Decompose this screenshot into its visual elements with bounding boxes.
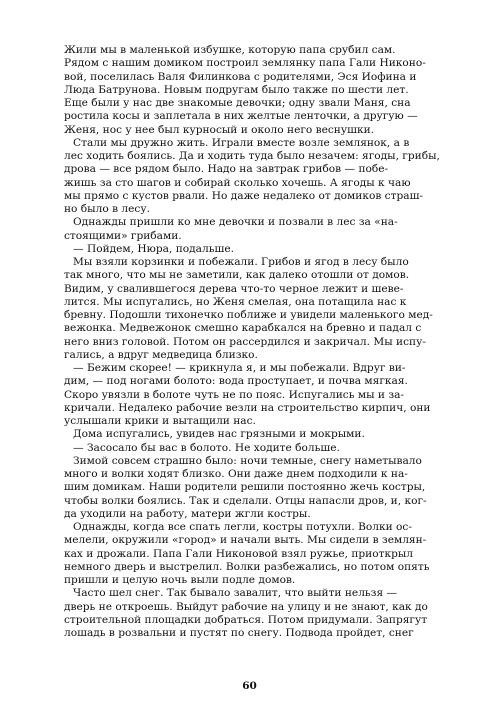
text-line: гались, а вдруг медведица близко. <box>64 348 258 361</box>
text-line: ках и дрожали. Папа Гали Никоновой взял ружье, приоткрыл <box>64 547 414 560</box>
text-line: Скоро увязли в болоте чуть не по пояс. Испугались мы и за- <box>64 388 404 401</box>
text-line: дим, — под ногами болото: вода проступает, и почва мягкая. <box>64 375 408 388</box>
text-line: да уходили на работу, матери жгли костры. <box>64 507 311 520</box>
text-line: стоящими» грибами. <box>64 229 182 242</box>
text-line: жишь за сто шагов и собирай сколько хочешь. А ягоды к чаю <box>64 176 411 189</box>
text-line: вой, поселилась Валя Филинкова с родителями, Эся Иофина и <box>64 70 417 83</box>
text-line: чтобы волки боялись. Так и сделали. Отцы напасли дров, и, ког- <box>64 494 427 507</box>
text-line: Однажды пришли ко мне девочки и позвали в лес за «на- <box>73 216 398 229</box>
text-line: Еще были у нас две знакомые девочки; одну звали Маня, сна <box>64 97 411 109</box>
text-line: — Бежим скорее! — крикнула я, и мы побежали. Вдруг ви- <box>73 362 406 374</box>
text-line: кричали. Недалеко рабочие везли на строительство кирпич, они <box>64 401 431 414</box>
text-line: Видим, у свалившегося дерева что-то черное лежит и шеве- <box>64 282 404 295</box>
text-line: Дома испугались, увидев нас грязными и мокрыми. <box>73 428 365 441</box>
text-line: Женя, нос у нее был курносый и около него веснушки. <box>64 123 374 136</box>
text-line: дрова — все рядом было. Надо на завтрак грибов — побе- <box>64 163 389 176</box>
text-line: пришли и целую ночь выли подле домов. <box>64 574 296 586</box>
text-line: много и волки ходят близко. Они даже днем подходили к на- <box>64 468 408 480</box>
body-text <box>64 44 456 640</box>
page-number: 60 <box>242 680 257 692</box>
text-line: дверь не откроешь. Выйдут рабочие на улицу и не знают, как до <box>64 600 428 613</box>
text-line: строительной площадки добраться. Потом придумали. Запрягут <box>64 613 428 626</box>
text-line: Зимой совсем страшно было: ночи темные, снегу наметывало <box>73 454 422 467</box>
text-line: Мы взяли корзинки и побежали. Грибов и ягод в лесу было <box>73 256 409 268</box>
text-line: шим домикам. Наши родители решили постоянно жечь костры, <box>64 481 426 494</box>
text-line: Рядом с нашим домиком построил землянку папа Гали Никоно- <box>64 57 426 70</box>
text-line: Однажды, когда все спать легли, костры потухли. Волки ос- <box>73 521 412 533</box>
text-line: мы прямо с кустов рвали. Но даже недалеко от домиков страш- <box>64 189 423 202</box>
text-line: него вниз головой. Потом он рассердился и закричал. Мы испу- <box>64 335 426 348</box>
text-line: бревну. Подошли тихонечко поближе и увидели маленького мед- <box>64 309 433 321</box>
text-line: лес ходить боялись. Да и ходить туда было незачем: ягоды, грибы, <box>64 150 440 162</box>
text-line: мелели, окружили «город» и начали выть. Мы сидели в землян- <box>64 534 427 547</box>
text-line: Стали мы дружно жить. Играли вместе возле землянок, а в <box>73 136 410 149</box>
text-line: лится. Мы испугались, но Женя смелая, она потащила нас к <box>64 295 407 308</box>
text-line: Люда Батрунова. Новым подругам было также по шести лет. <box>64 83 409 96</box>
text-line: лошадь в розвальни и пустят по снегу. Подвода пройдет, снег <box>64 627 414 639</box>
text-line: немного дверь и выстрелил. Волки разбежались, но потом опять <box>64 560 430 573</box>
text-line: услышали крики и вытащили нас. <box>64 415 256 427</box>
text-line: так много, что мы не заметили, как далеко отошли от домов. <box>64 269 410 282</box>
text-line: — Пойдем, Нюра, подальше. <box>73 242 234 255</box>
text-line: Часто шел снег. Так бывало завалит, что выйти нельзя — <box>73 587 398 600</box>
text-line: — Засосало бы вас в болото. Не ходите больше. <box>73 441 340 454</box>
text-line: Жили мы в маленькой избушке, которую папа срубил сам. <box>64 44 396 56</box>
text-line: но было в лесу. <box>64 203 150 215</box>
text-line: вежонка. Медвежонок смешно карабкался на бревно и падал с <box>64 322 422 335</box>
text-line: ростила косы и заплетала в них желтые ленточки, а другую — <box>64 110 418 123</box>
